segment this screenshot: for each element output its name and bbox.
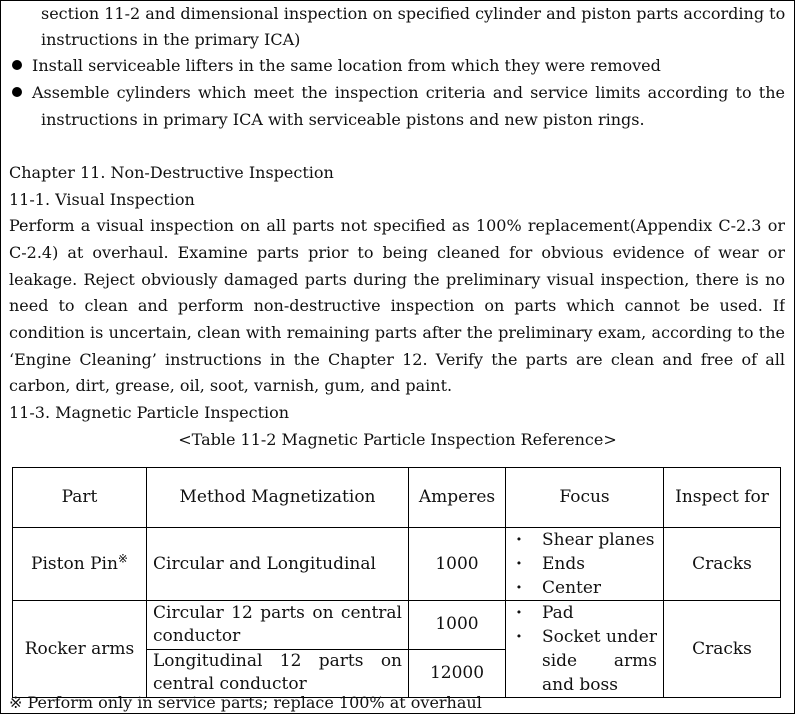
bullet-item-cylinders-line-2: instructions in primary ICA with serviceable pistons and new piston rings. (41, 110, 645, 129)
paragraph-line: ‘Engine Cleaning’ instructions in the Chapter 12. Verify the parts are clean and free of all (9, 350, 785, 369)
method-line: Circular 12 parts on central (153, 602, 402, 623)
intro-line-2: instructions in the primary ICA) (41, 30, 301, 49)
header-part: Part (13, 468, 147, 528)
footnote: ※ Perform only in service parts; replace 100% at overhaul (9, 693, 482, 712)
paragraph-line: C-2.4) at overhaul. Examine parts prior to being cleaned for obvious evidence of wear or (9, 243, 785, 262)
cell-part (13, 528, 147, 601)
focus-word: side (542, 651, 578, 671)
footnote-mark: ※ (117, 550, 128, 565)
paragraph-line: carbon, dirt, grease, oil, soot, varnish, gum, and paint. (9, 376, 453, 395)
cell-method (147, 649, 409, 698)
focus-item: · Socket under (512, 625, 657, 649)
cell-part: Rocker arms (13, 601, 147, 698)
table-row-rocker-arms (13, 601, 781, 650)
bullet-item-lifters: Install serviceable lifters in the same location from which they were removed (32, 56, 661, 75)
bullet-dot-icon (12, 60, 22, 70)
method-line: central conductor (153, 674, 307, 695)
cell-inspect-for: Cracks (664, 528, 781, 601)
focus-item: · Ends (512, 552, 657, 576)
focus-word: arms (613, 651, 657, 671)
section-title-visual-inspection: 11-1. Visual Inspection (9, 190, 195, 209)
cell-amperes: 1000 (409, 601, 506, 650)
magnetic-particle-table (12, 467, 781, 698)
paragraph-line: condition is uncertain, clean with remaining parts after the preliminary exam, according to the (9, 323, 785, 342)
header-inspect-for: Inspect for (664, 468, 781, 528)
header-focus: Focus (506, 468, 664, 528)
paragraph-line: leakage. Reject obviously damaged parts during the preliminary visual inspection, there is no (9, 270, 785, 289)
table-row-piston-pin (13, 528, 781, 601)
cell-method (147, 601, 409, 650)
method-line: conductor (153, 625, 241, 646)
paragraph-line: Perform a visual inspection on all parts not specified as 100% replacement(Appendix C-2.3 or (9, 216, 785, 235)
focus-item: · Pad (512, 601, 657, 625)
cell-amperes: 1000 (409, 528, 506, 601)
paragraph-line: need to clean and perform non-destructive inspection on parts which cannot be used. If (9, 296, 785, 315)
cell-inspect-for: Cracks (664, 601, 781, 698)
focus-item-continued: and boss (542, 675, 618, 695)
focus-item-continued (512, 649, 657, 673)
focus-item: · Center (512, 576, 657, 600)
cell-amperes: 12000 (409, 649, 506, 698)
header-method: Method Magnetization (147, 468, 409, 528)
cell-focus (506, 601, 664, 698)
intro-line-1: section 11-2 and dimensional inspection on specified cylinder and piston parts according to (41, 4, 785, 23)
part-name: Piston Pin (31, 553, 118, 574)
bullet-item-cylinders-line-1: Assemble cylinders which meet the inspection criteria and service limits according to the (32, 83, 785, 102)
cell-method: Circular and Longitudinal (147, 528, 409, 601)
table-caption: <Table 11-2 Magnetic Particle Inspection Reference> (178, 430, 617, 449)
cell-focus (506, 528, 664, 601)
method-line: Longitudinal 12 parts on (153, 651, 402, 672)
table-header-row (13, 468, 781, 528)
focus-item: · Shear planes (512, 528, 657, 552)
bullet-dot-icon (12, 87, 22, 97)
section-title-magnetic-particle: 11-3. Magnetic Particle Inspection (9, 403, 290, 422)
chapter-title: Chapter 11. Non-Destructive Inspection (9, 163, 334, 182)
header-amperes: Amperes (409, 468, 506, 528)
